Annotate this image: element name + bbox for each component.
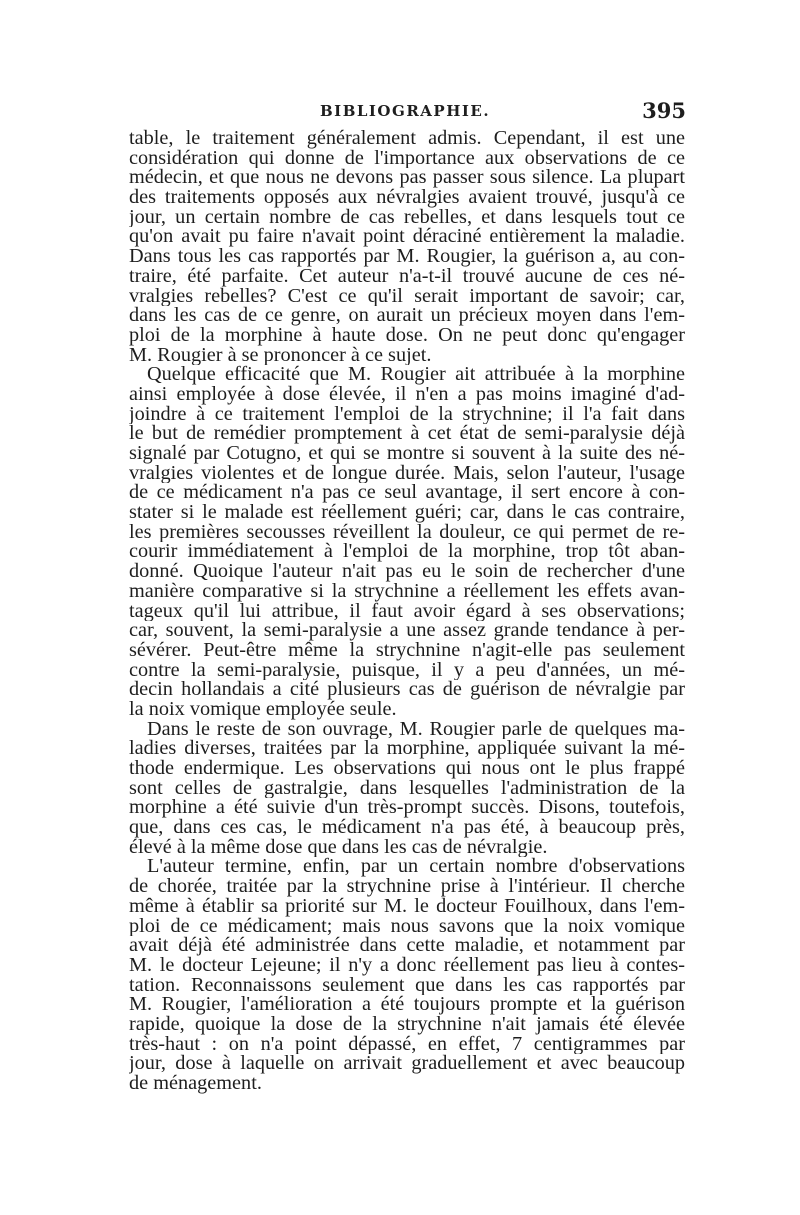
text-line: contre la semi-paralysie, puisque, il y a peu d'années, un mé- <box>129 660 685 681</box>
text-line: même à établir sa priorité sur M. le docteur Fouilhoux, dans l'em- <box>129 896 685 917</box>
text-line: médecin, et que nous ne devons pas passer sous silence. La plupart <box>129 168 685 189</box>
text-line: stater si le malade est réellement guéri; car, dans le cas contraire, <box>129 503 685 523</box>
text-line: thode endermique. Les observations qui nous ont le plus frappé <box>129 759 685 779</box>
text-line: rapide, quoique la dose de la strychnine n'ait jamais été élevée <box>129 1014 685 1035</box>
text-line: donné. Quoique l'auteur n'ait pas eu le soin de rechercher d'une <box>129 562 685 582</box>
page-header <box>130 98 686 126</box>
text-line: M. Rougier à se prononcer à ce sujet. <box>129 345 432 366</box>
text-line: courir immédiatement à l'emploi de la morphine, trop tôt aban- <box>129 542 685 563</box>
text-line: ploi de la morphine à haute dose. On ne peut donc qu'engager <box>129 325 685 346</box>
text-line: la noix vomique employée seule. <box>129 699 397 720</box>
text-line: vralgies rebelles? C'est ce qu'il serait important de savoir; car, <box>129 286 685 307</box>
text-line: tageux qu'il lui attribue, il faut avoir égard à ses observations; <box>129 601 685 622</box>
text-line: signalé par Cotugno, et qui se montre si souvent à la suite des né- <box>129 444 685 464</box>
text-line: table, le traitement généralement admis. Cependant, il est une <box>129 129 685 149</box>
text-line: ladies diverses, traitées par la morphine, appliquée suivant la mé- <box>129 739 685 759</box>
text-line: sévérer. Peut-être même la strychnine n'agit-elle pas seulement <box>129 640 685 661</box>
text-line: très-haut : on n'a point dépassé, en effet, 7 centigrammes par <box>129 1034 685 1055</box>
text-line: le but de remédier promptement à cet état de semi-paralysie déjà <box>129 424 685 444</box>
paragraph <box>129 857 685 1093</box>
text-line: joindre à ce traitement l'emploi de la strychnine; il l'a fait dans <box>129 404 685 425</box>
text-line: dans les cas de ce genre, on aurait un précieux moyen dans l'em- <box>129 306 685 326</box>
paragraph <box>129 129 685 365</box>
paragraph <box>129 365 685 719</box>
text-line: traire, été parfaite. Cet auteur n'a-t-il trouvé aucune de ces né- <box>129 266 685 287</box>
text-line: L'auteur termine, enfin, par un certain nombre d'observations <box>147 857 685 878</box>
text-line: ploi de ce médicament; mais nous savons que la noix vomique <box>129 916 685 937</box>
text-line: de chorée, traitée par la strychnine prise à l'intérieur. Il cherche <box>129 877 685 897</box>
text-line: Quelque efficacité que M. Rougier ait attribuée à la morphine <box>147 365 685 385</box>
text-line: les premières secousses réveillent la douleur, ce qui permet de re- <box>129 522 685 543</box>
text-line: manière comparative si la strychnine a réellement les effets avan- <box>129 581 685 602</box>
text-line: jour, dose à laquelle on arrivait graduellement et avec beaucoup <box>129 1054 685 1074</box>
body-text <box>129 129 685 1094</box>
text-line: vralgies violentes et de longue durée. Mais, selon l'auteur, l'usage <box>129 463 685 484</box>
text-line: tation. Reconnaissons seulement que dans les cas rapportés par <box>129 975 685 996</box>
page-number: 395 <box>642 98 686 123</box>
text-line: Dans tous les cas rapportés par M. Rougier, la guérison a, au con- <box>129 247 685 267</box>
text-line: sont celles de gastralgie, dans lesquelles l'administration de la <box>129 778 685 799</box>
text-line: considération qui donne de l'importance aux observations de ce <box>129 148 685 169</box>
text-line: avait déjà été administrée dans cette maladie, et notamment par <box>129 936 685 956</box>
text-line: decin hollandais a cité plusieurs cas de guérison de névralgie par <box>129 680 685 700</box>
text-line: que, dans ces cas, le médicament n'a pas été, à beaucoup près, <box>129 818 685 838</box>
text-line: car, souvent, la semi-paralysie a une assez grande tendance à per- <box>129 621 685 641</box>
text-line: des traitements opposés aux névralgies avaient trouvé, jusqu'à ce <box>129 188 685 208</box>
text-line: élevé à la même dose que dans les cas de névralgie. <box>129 837 548 858</box>
text-line: M. le docteur Lejeune; il n'y a donc réellement pas lieu à contes- <box>129 955 685 976</box>
text-line: M. Rougier, l'amélioration a été toujours prompte et la guérison <box>129 995 685 1015</box>
text-line: Dans le reste de son ouvrage, M. Rougier parle de quelques ma- <box>147 719 685 740</box>
text-line: de ce médicament n'a pas ce seul avantage, il sert encore à con- <box>129 483 685 504</box>
text-line: morphine a été suivie d'un très-prompt succès. Disons, toutefois, <box>129 798 685 819</box>
running-title: BIBLIOGRAPHIE. <box>320 102 491 120</box>
text-line: de ménagement. <box>129 1074 262 1094</box>
text-line: ainsi employée à dose élevée, il n'en a pas moins imaginé d'ad- <box>129 384 685 405</box>
paragraph <box>129 720 685 858</box>
text-line: qu'on avait pu faire n'avait point déraciné entièrement la maladie. <box>129 227 685 248</box>
text-line: jour, un certain nombre de cas rebelles, et dans lesquels tout ce <box>129 207 685 228</box>
